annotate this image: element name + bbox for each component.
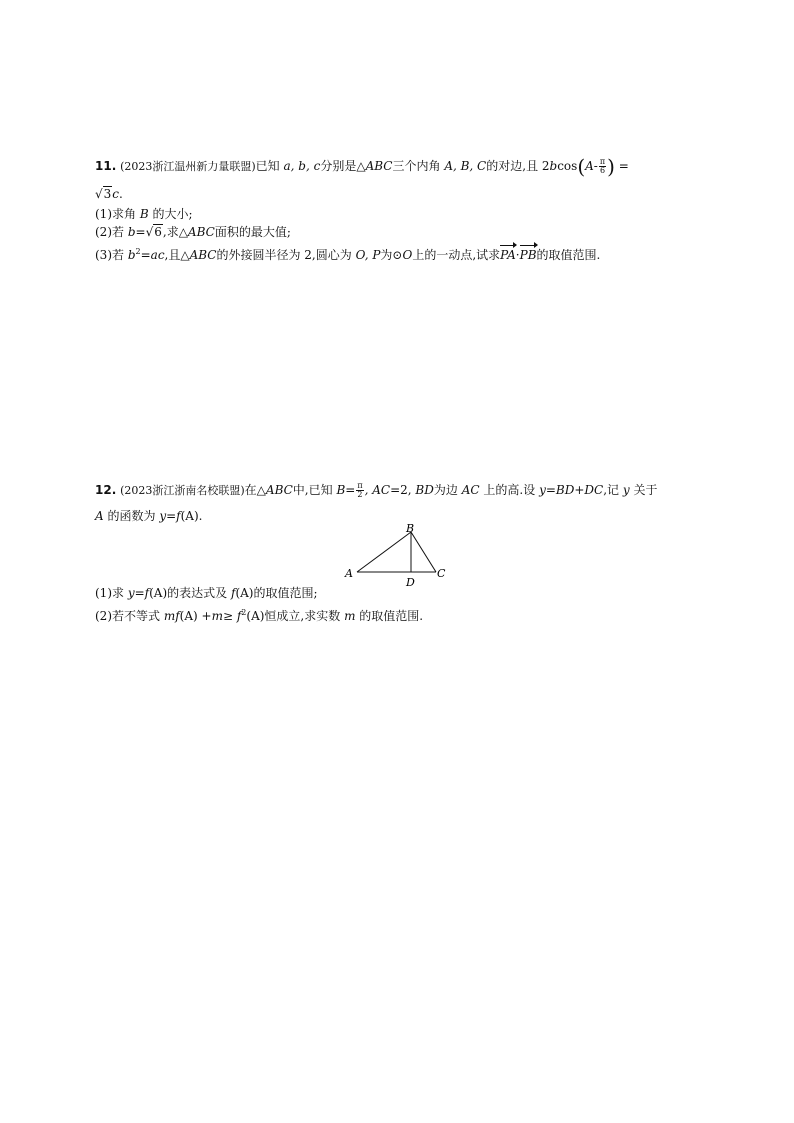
q11-source: (2023浙江温州新力量联盟) xyxy=(120,160,256,173)
sqrt-6: √6 xyxy=(145,225,162,239)
q11-part3: (3)若 $b^2=ac$,且△ABC的外接圆半径为 2,圆心为 O, P为⊙O上的一动点,试求PA·PB的取值范围. xyxy=(95,247,601,262)
q11-stem-line1: 11. (2023浙江温州新力量联盟)已知 a, b, c分别是△ABC三个内角 A, B, C的对边,且 2bcos(A- $\frac{\pi}{6}$ ) = xyxy=(95,154,629,179)
q11-stem-line2: √3c. xyxy=(95,187,123,201)
vector-PB: PB xyxy=(519,248,537,262)
q11-part2: (2)若 b=√6,求△ABC面积的最大值; xyxy=(95,225,291,239)
q12-part2: (2)若不等式 $mf(A) +m\ge f^2(A)$恒成立,求实数 m 的取值范围. xyxy=(95,608,424,623)
q12-source: (2023浙江浙南名校联盟) xyxy=(120,484,245,497)
q11-number: 11. xyxy=(95,159,117,173)
side-BC xyxy=(411,532,436,572)
triangle-figure xyxy=(340,520,460,592)
label-B: B xyxy=(406,522,415,535)
q12-stem-line1: 12. (2023浙江浙南名校联盟)在△ABC中,已知 B= $\frac{\pi}{2}$ , AC=2, BD为边 AC 上的高.设 y=BD+DC,记 y 关于 xyxy=(95,481,658,499)
q12-stem-line2: A 的函数为 y=f(A). xyxy=(95,509,203,523)
pi-over-six-fraction: $\frac{\pi}{6}$ xyxy=(599,157,606,175)
q12-number: 12. xyxy=(95,483,117,497)
label-D: D xyxy=(406,576,415,589)
q12-part1: (1)求 y=f(A)的表达式及 f(A)的取值范围; xyxy=(95,586,318,600)
vector-PA: PA xyxy=(500,248,516,262)
label-C: C xyxy=(437,567,446,580)
sqrt-3: √3 xyxy=(95,187,112,201)
side-AB xyxy=(357,532,411,572)
label-A: A xyxy=(345,567,353,580)
pi-over-two-fraction: $\frac{\pi}{2}$ xyxy=(357,481,363,499)
q11-part1: (1)求角 B 的大小; xyxy=(95,207,193,221)
